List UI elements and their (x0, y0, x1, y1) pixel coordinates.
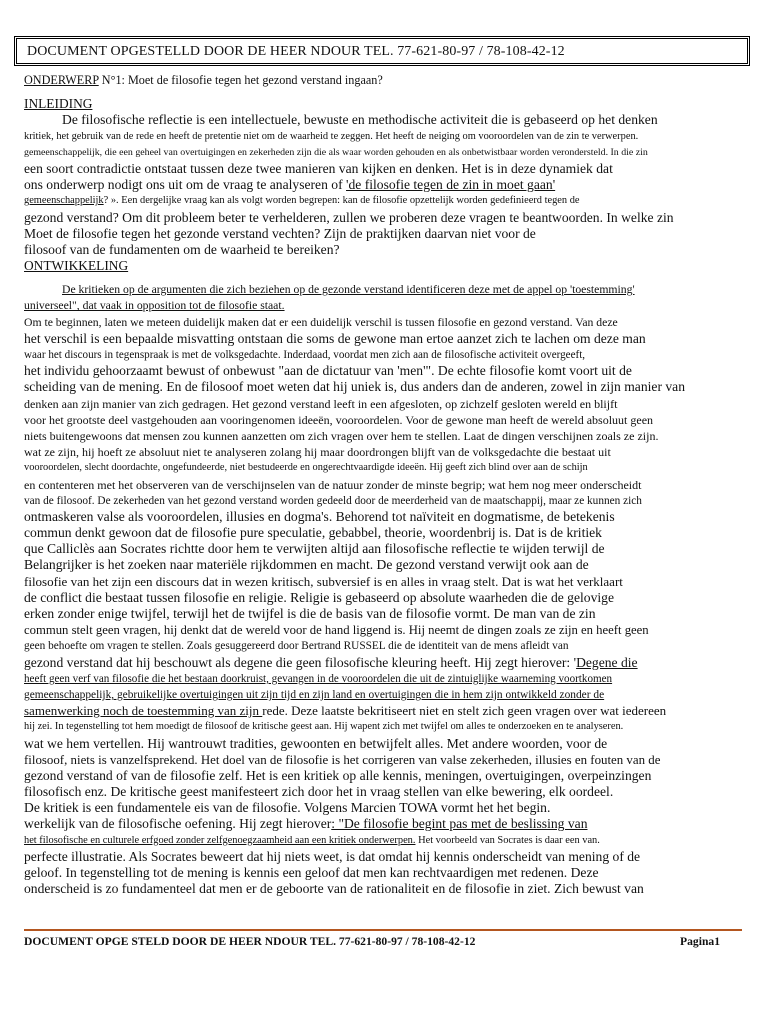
page-number: Pagina1 (680, 935, 720, 948)
text-line: niets buitengewoons dat mensen zou kunnen aanzetten om zich vragen over hem te stellen. Laat de dingen verschijnen zoals ze zijn. (24, 428, 659, 443)
text-line: de conflict die bestaat tussen filosofie en religie. Religie is gebaseerd op absolute waarheden die de gelovige (24, 589, 614, 605)
text-line: commun stelt geen vragen, hij denkt dat de wereld voor de hand liggend is. Hij neemt de dingen zoals ze zijn en heeft geen (24, 623, 649, 638)
footer-text: DOCUMENT OPGE STELD DOOR DE HEER NDOUR TEL. 77-621-80-97 / 78-108-42-12 (24, 935, 476, 948)
text-line: waar het discours in tegenspraak is met de volksgedachte. Inderdaad, voordat men zich aan de filosofische activiteit overgeeft, (24, 349, 586, 361)
text-line: ons onderwerp nodigt ons uit om de vraag te analyseren of 'de filosofie tegen de zin in moet gaan' (24, 177, 556, 193)
text-line: geen behoefte om vragen te stellen. Zoals gesuggereerd door Bertrand RUSSEL die de identiteit van de mens afleidt van (24, 640, 569, 653)
text-line: voor het grootste deel vastgehouden aan vooringenomen ideeën, vooroordelen. Voor de gewone man heeft de wereld absoluut geen (24, 412, 654, 427)
quote-line: heeft geen verf van filosofie die het bestaan doorkruist, gevangen in de vooroordelen die uit de zintuiglijke waarneming voortkomen (24, 672, 613, 685)
text-line: scheiding van de mening. En de filosoof moet weten dat hij uniek is, dus anders dan de anderen, zowel in zijn manier van (24, 379, 685, 395)
text-line: werkelijk van de filosofische oefening. Hij zegt hierover: "De filosofie begint pas met de beslissing van (24, 816, 588, 832)
text-line: universeel", dat vaak in opposition tot de filosofie staat. (24, 299, 285, 313)
text-line: gezond verstand? Om dit probleem beter te verhelderen, zullen we proberen deze vragen te beantwoorden. In welke zin (24, 209, 674, 225)
text-line: het individu gehoorzaamt bewust of onbewust "aan de dictatuur van 'men'". De echte filosofie komt voort uit de (24, 363, 632, 379)
text-line: gezond verstand dat hij beschouwt als degene die geen filosofische kleuring heeft. Hij zegt hierover: 'Degene die (24, 654, 638, 670)
section-heading-development: ONTWIKKELING (24, 258, 129, 274)
text-line: perfecte illustratie. Als Socrates beweert dat hij niets weet, is dat omdat hij kennis onderscheidt van mening of de (24, 848, 641, 864)
text-line: ontmaskeren valse als vooroordelen, illusies en dogma's. Behorend tot naïviteit en dogmatisme, de betekenis (24, 508, 615, 524)
text-line: gezond verstand of van de filosofie zelf. Het is een kritiek op alle kennis, meningen, overtuigingen, overpeinzingen (24, 767, 652, 783)
text-line: vooroordelen, slecht doordachte, ongefundeerde, niet bestudeerde en ongerechtvaardigde ideeën. Hij geeft zich blind over aan de schijn (24, 462, 588, 474)
text-line: hij zei. In tegenstelling tot hem moedigt de filosoof de kritische geest aan. Hij wapent zich met twijfel om alles te onderzoeken en te analyseren. (24, 721, 624, 733)
text-line: erken zonder enige twijfel, terwijl het de twijfel is die de basis van de filosofie vormt. De man van de zin (24, 606, 596, 621)
footer (24, 935, 744, 948)
quoted-phrase: 'de filosofie tegen de zin in moet gaan' (346, 177, 556, 193)
section-heading-intro: INLEIDING (24, 96, 93, 112)
text-line: een soort contradictie ontstaat tussen deze twee manieren van kijken en denken. Het is in deze dynamiek dat (24, 160, 613, 176)
text-line: kritiek, het gebruik van de rede en heeft de pretentie niet om de waarheid te zeggen. Het heeft de neiging om vooroordelen van de zin te verwerpen. (24, 130, 639, 142)
text-line: geloof. In tegenstelling tot de mening is kennis een geloof dat men kan rechtvaardigen met redenen. Deze (24, 865, 599, 880)
subject-text: N°1: Moet de filosofie tegen het gezond verstand ingaan? (98, 73, 383, 87)
text-line: het filosofische en culturele erfgoed zonder zelfgenoegzaamheid aan een kritiek onderwerpen. Het voorbeeld van Socrates is daar een van. (24, 834, 600, 846)
quote-line: gemeenschappelijk, gebruikelijke overtuigingen uit zijn tijd en zijn land en overtuigingen die in hem zijn ontwikkeld zonder de (24, 688, 605, 701)
text-line: Belangrijker is het zoeken naar materiële rijkdommen en macht. De gezond verstand verwijt ook aan de (24, 557, 589, 573)
document-body (24, 72, 744, 897)
text-line: het verschil is een bepaalde misvatting ontstaan die soms de gewone man ertoe aanzet zich te lachen om deze man (24, 330, 646, 346)
footer-rule (24, 929, 742, 931)
text-line: wat ze zijn, hij hoeft ze absoluut niet te analyseren zolang hij maar doordrongen blijft van de volksgedachte die bestaat uit (24, 445, 611, 460)
text-line: filosofie van het zijn een discours dat in wezen kritisch, subversief is en alles in vraag stelt. Dat is wat het verklaart (24, 573, 623, 589)
text-line: filosofisch enz. De kritische geest manifesteert zich door het in vraag stellen van elke bewering, elk oordeel. (24, 784, 614, 800)
text-line: onderscheid is zo fundamenteel dat men er de geboorte van de rationaliteit en de filosofie in ziet. Zich bewust van (24, 881, 644, 897)
text-line: denken aan zijn manier van zich gedragen. Het gezond verstand leeft in een afgesloten, op zichzelf gesloten wereld en blijft (24, 396, 618, 411)
text-line: gemeenschappelijk, die een geheel van overtuigingen en zekerheden zijn die als waar worden gehouden en als onbetwistbaar worden verondersteld. In die zin (24, 146, 648, 158)
text-line: Om te beginnen, laten we meteen duidelijk maken dat er een duidelijk verschil is tussen filosofie en gezond verstand. Van deze (24, 315, 618, 329)
text-line: filosoof, niets is vanzelfsprekend. Het doel van de filosofie is het corrigeren van valse zekerheden, illusies en fouten van de (24, 752, 661, 767)
subject-label: ONDERWERP (24, 73, 99, 87)
text-line: commun denkt gewoon dat de filosofie pure speculatie, gebabbel, theorie, woordenbrij is. Dat is de kritiek (24, 525, 602, 541)
text-line: samenwerking noch de toestemming van zijn rede. Deze laatste bekritiseert niet en stelt zich geen vragen over wat iedereen (24, 703, 667, 719)
text-line: De kritiek is een fundamentele eis van de filosofie. Volgens Marcien TOWA vormt het het begin. (24, 800, 551, 816)
text-line: gemeenschappelijk? ». Een dergelijke vraag kan als volgt worden begrepen: kan de filosofie opzettelijk worden gedefinieerd tegen de (24, 195, 580, 207)
header-title: DOCUMENT OPGESTELLD DOOR DE HEER NDOUR TEL. 77-621-80-97 / 78-108-42-12 (27, 44, 565, 59)
text-line: De kritieken op de argumenten die zich beziehen op de gezonde verstand identificeren deze met de appel op 'toestemming' (62, 283, 635, 297)
text-line: filosoof van de fundamenten om de waarheid te bereiken? (24, 241, 340, 257)
text-line: en contenteren met het observeren van de verschijnselen van de natuur zonder de minste begrip; wat hem nog meer onderscheidt (24, 477, 642, 492)
text-line: van de filosoof. De zekerheden van het gezond verstand worden gedeeld door de meerderheid van de maatschappij, maar ze kunnen zich (24, 494, 642, 507)
subject-line (24, 72, 744, 88)
text-line: Moet de filosofie tegen het gezonde verstand vechten? Zijn de praktijken daarvan niet voor de (24, 225, 536, 241)
text-line: De filosofische reflectie is een intellectuele, bewuste en methodische activiteit die is gebaseerd op het denken (62, 112, 658, 128)
text-line: que Calliclès aan Socrates richtte door hem te verwijten altijd aan filosofische reflectie te wijden terwijl de (24, 541, 605, 557)
header-box (14, 36, 750, 66)
text-line: wat we hem vertellen. Hij wantrouwt tradities, gewoonten en betwijfelt alles. Met andere woorden, voor de (24, 735, 608, 751)
